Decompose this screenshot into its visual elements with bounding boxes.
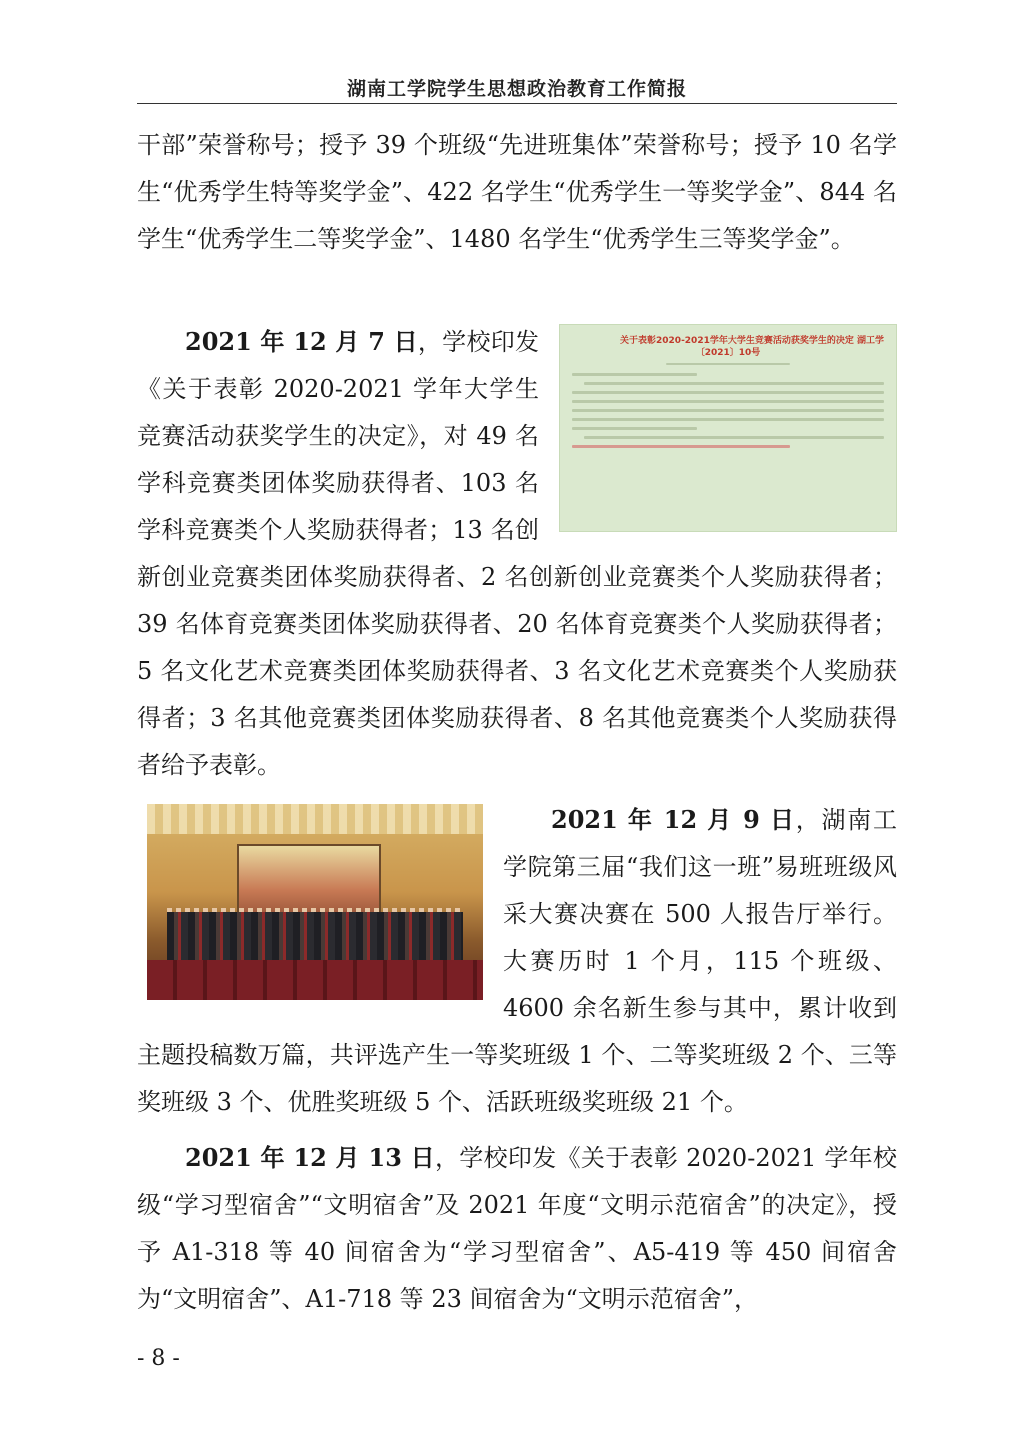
header-divider xyxy=(137,103,897,104)
notice-image xyxy=(559,324,897,532)
page-number: - 8 - xyxy=(137,1346,180,1371)
paragraph-scholarships: 干部”荣誉称号；授予 39 个班级“先进班集体”荣誉称号；授予 10 名学生“优秀学生特等奖学金”、422 名学生“优秀学生一等奖学金”、844 名学生“优秀学生二等奖学金”、1480 名学生“优秀学生三等奖学金”。 xyxy=(137,131,897,253)
class-contest-text: ，湖南工学院第三届“我们这一班”易班班级风采大赛决赛在 500 人报告厅举行。大赛历时 1 个月，115 个班级、4600 余名新生参与其中，累计收到主题投稿数万篇，共评选产生一等奖班级 1 个、二等奖班级 2 个、三等奖班级 3 个、优胜奖班级 5 个、活跃班级奖班级 21 个。 xyxy=(137,806,898,1116)
notice-image-title: 关于表彰2020-2021学年大学生竞赛活动获奖学生的决定 湖工学〔2021〕10号 xyxy=(620,336,884,358)
dormitory-text: ，学校印发《关于表彰 2020-2021 学年校级“学习型宿舍”“文明宿舍”及 2021 年度“文明示范宿舍”的决定》，授予 A1-318 等 40 间宿舍为“学习型宿舍”、A5-419 等 450 间宿舍为“文明宿舍”、A1-718 等 23 间宿舍为“文明示范宿舍”， xyxy=(137,1144,897,1313)
paragraph-dormitory-awards xyxy=(137,1134,897,1323)
event-photo xyxy=(147,804,483,1000)
paragraph-class-contest xyxy=(137,796,897,1126)
date-dec-13: 2021 年 12 月 13 日 xyxy=(185,1143,435,1172)
date-dec-7: 2021 年 12 月 7 日 xyxy=(185,327,418,356)
paragraph-competition-awards xyxy=(137,318,897,789)
date-dec-9: 2021 年 12 月 9 日 xyxy=(551,805,796,834)
competition-text: ，学校印发《关于表彰 2020-2021 学年大学生竞赛活动获奖学生的决定》，对 49 名学科竞赛类团体奖励获得者、103 名学科竞赛类个人奖励获得者；13 名创新创业竞赛类团体奖励获得者、2 名创新创业竞赛类个人奖励获得者；39 名体育竞赛类团体奖励获得者、20 名体育竞赛类个人奖励获得者；5 名文化艺术竞赛类团体奖励获得者、3 名文化艺术竞赛类个人奖励获得者；3 名其他竞赛类团体奖励获得者、8 名其他竞赛类个人奖励获得者给予表彰。 xyxy=(137,328,897,779)
document-header: 湖南工学院学生思想政治教育工作简报 xyxy=(346,78,687,100)
